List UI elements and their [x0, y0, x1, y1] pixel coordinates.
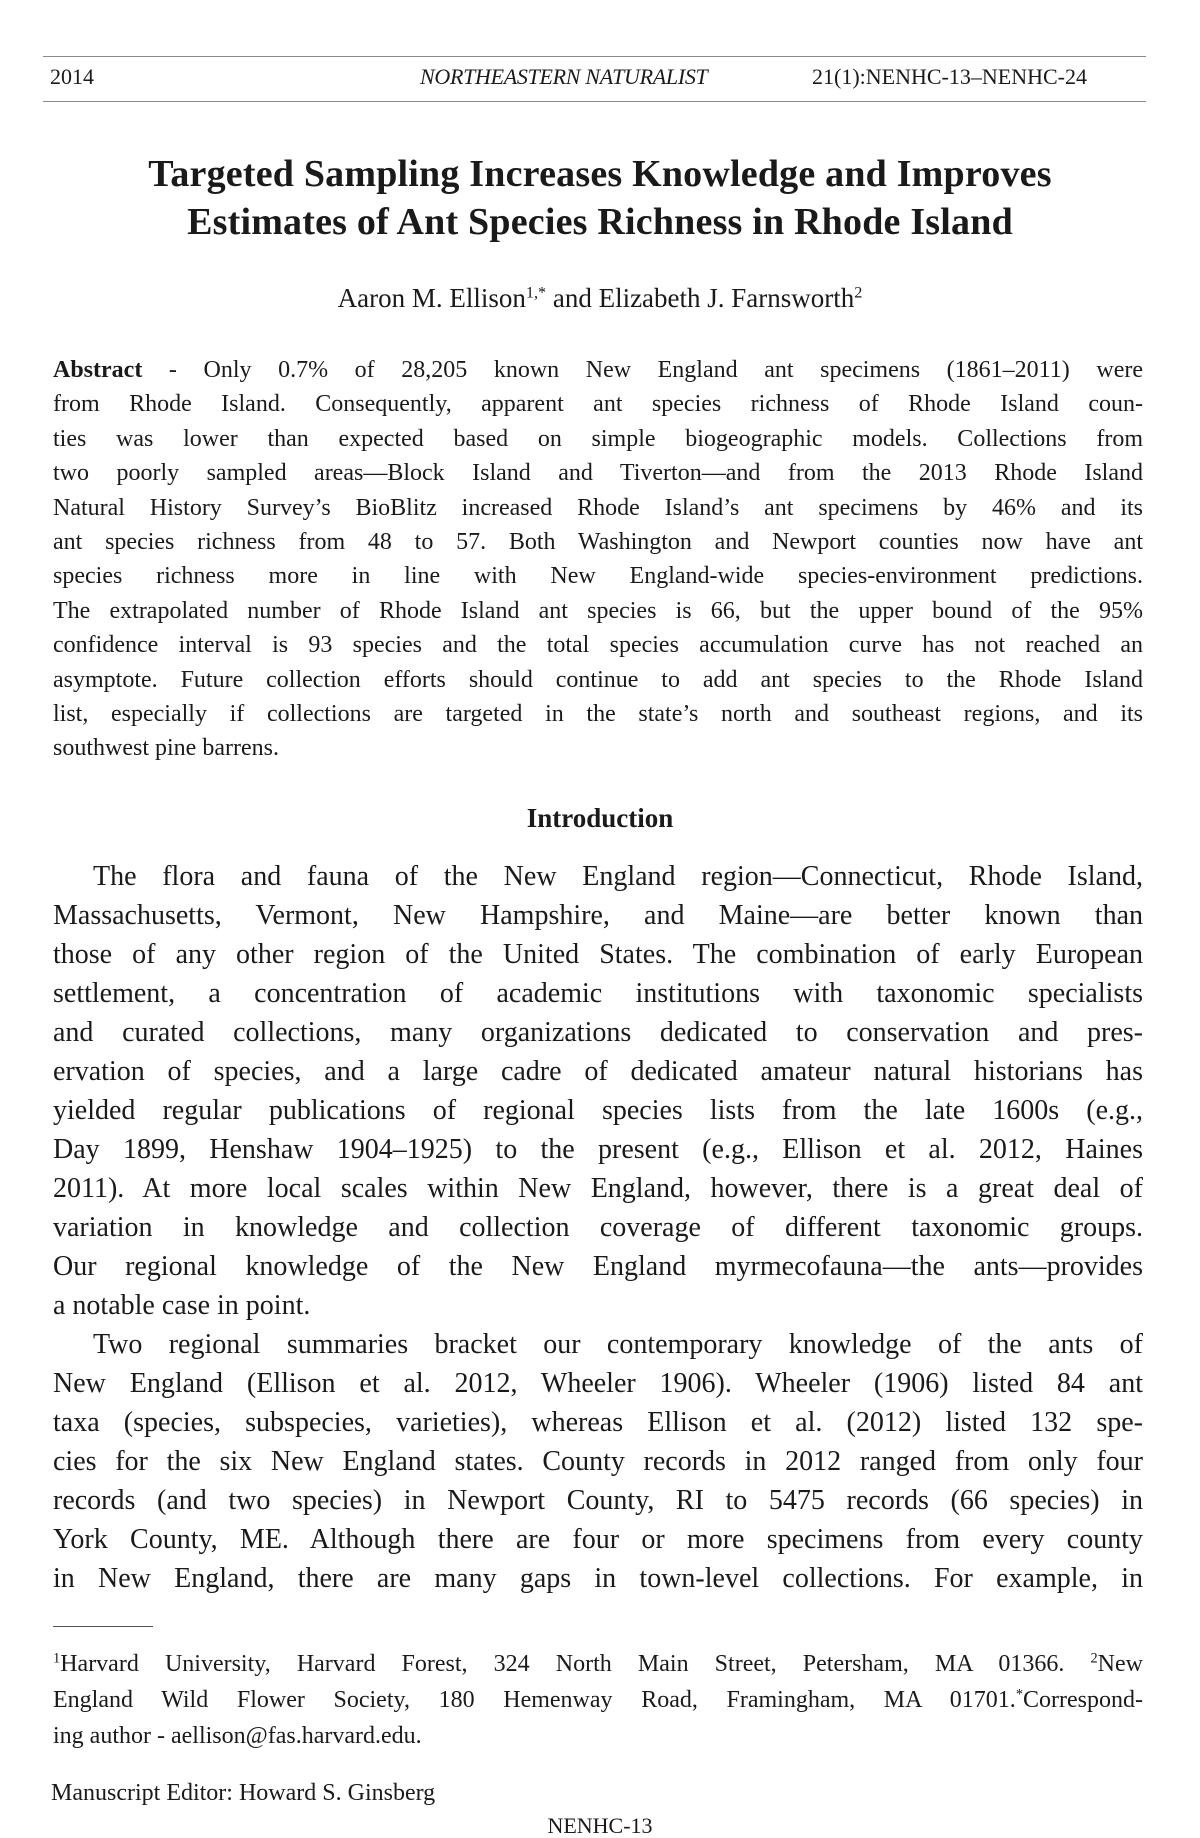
abstract-line: southwest pine barrens.	[53, 735, 279, 762]
footnote-1-mark: 1	[53, 1650, 61, 1667]
footnote-2-text: England Wild Flower Society, 180 Hemenway Road, Framingham, MA 01701.	[53, 1687, 1016, 1713]
paragraph-line: Day 1899, Henshaw 1904–1925) to the present (e.g., Ellison et al. 2012, Haines	[53, 1134, 1143, 1165]
paragraph-line: settlement, a concentration of academic institutions with taxonomic specialists	[53, 978, 1143, 1009]
header-bottom-rule	[43, 101, 1146, 102]
abstract-line: Abstract - Only 0.7% of 28,205 known New England ant specimens (1861–2011) were	[53, 357, 1143, 383]
manuscript-editor: Manuscript Editor: Howard S. Ginsberg	[51, 1780, 436, 1806]
footnote-line	[53, 1718, 1143, 1754]
abstract-line: Natural History Survey’s BioBlitz increased Rhode Island’s ant specimens by 46% and its	[53, 494, 1143, 521]
corresponding-author-email: ing author - aellison@fas.harvard.edu.	[53, 1723, 422, 1749]
abstract-line: confidence interval is 93 species and the total species accumulation curve has not reached an	[53, 632, 1143, 659]
title-line-1: Targeted Sampling Increases Knowledge and Improves	[148, 153, 1052, 195]
author-1: Aaron M. Ellison	[337, 283, 526, 313]
footnote-1-text: Harvard University, Harvard Forest, 324 North Main Street, Petersham, MA 01366.	[60, 1651, 1091, 1677]
introduction-paragraph-2	[53, 1325, 1143, 1598]
introduction-paragraph-1	[53, 857, 1143, 1325]
abstract-line: The extrapolated number of Rhode Island ant species is 66, but the upper bound of the 95%	[53, 597, 1143, 624]
abstract-line: asymptote. Future collection efforts should continue to add ant species to the Rhode Island	[53, 666, 1143, 693]
paragraph-line: those of any other region of the United States. The combination of early European	[53, 939, 1143, 970]
paragraph-line: and curated collections, many organizations dedicated to conservation and pres-	[53, 1017, 1143, 1048]
article-title	[0, 150, 1200, 246]
author-2-affiliation: 2	[854, 283, 863, 302]
abstract-label: Abstract	[53, 357, 143, 383]
paragraph-line: ervation of species, and a large cadre of dedicated amateur natural historians has	[53, 1056, 1143, 1087]
author-list	[0, 282, 1200, 314]
paragraph-line: Massachusetts, Vermont, New Hampshire, and Maine—are better known than	[53, 900, 1143, 931]
paragraph-line: Two regional summaries bracket our contemporary knowledge of the ants of	[93, 1329, 1143, 1360]
author-1-affiliation: 1,*	[525, 283, 547, 302]
footnotes	[53, 1646, 1143, 1754]
footnote-line: England Wild Flower Society, 180 Hemenway Road, Framingham, MA 01701.*Correspond-	[53, 1686, 1143, 1713]
page-number: NENHC-13	[547, 1813, 653, 1838]
abstract-line: ant species richness from 48 to 57. Both Washington and Newport counties now have ant	[53, 529, 1143, 556]
paragraph-line: The flora and fauna of the New England region—Connecticut, Rhode Island,	[93, 861, 1143, 892]
paragraph-line: New England (Ellison et al. 2012, Wheeler 1906). Wheeler (1906) listed 84 ant	[53, 1368, 1143, 1399]
paragraph-line: yielded regular publications of regional species lists from the late 1600s (e.g.,	[53, 1095, 1143, 1126]
paragraph-line: a notable case in point.	[53, 1290, 311, 1321]
corresponding-author-mark: *	[1015, 1686, 1024, 1703]
header-citation: 21(1):NENHC-13–NENHC-24	[812, 64, 1087, 89]
abstract-line: ties was lower than expected based on simple biogeographic models. Collections from	[53, 425, 1143, 452]
header-journal-name: NORTHEASTERN NATURALIST	[420, 64, 708, 89]
paragraph-line: York County, ME. Although there are four or more specimens from every county	[53, 1524, 1143, 1555]
paragraph-line: taxa (species, subspecies, varieties), whereas Ellison et al. (2012) listed 132 spe-	[53, 1407, 1143, 1438]
paragraph-line: cies for the six New England states. County records in 2012 ranged from only four	[53, 1446, 1143, 1477]
abstract-line: two poorly sampled areas—Block Island and Tiverton—and from the 2013 Rhode Island	[53, 460, 1143, 487]
paragraph-line: records (and two species) in Newport County, RI to 5475 records (66 species) in	[53, 1485, 1143, 1516]
abstract	[53, 353, 1143, 766]
author-joiner: and	[546, 283, 599, 313]
paragraph-line: in New England, there are many gaps in town-level collections. For example, in	[53, 1563, 1143, 1594]
header-year: 2014	[50, 64, 94, 89]
paragraph-line: Our regional knowledge of the New England myrmecofauna—the ants—provides	[53, 1251, 1143, 1282]
abstract-line: list, especially if collections are targeted in the state’s north and southeast regions, and its	[53, 701, 1143, 728]
title-line-2: Estimates of Ant Species Richness in Rhode Island	[187, 201, 1013, 243]
paragraph-line: 2011). At more local scales within New England, however, there is a great deal of	[53, 1173, 1143, 1204]
footnote-2-mark: 2	[1090, 1650, 1098, 1667]
footnote-rule	[53, 1626, 153, 1627]
header-top-rule	[43, 56, 1146, 57]
abstract-line: from Rhode Island. Consequently, apparent ant species richness of Rhode Island coun-	[53, 391, 1143, 418]
section-heading-introduction: Introduction	[526, 803, 674, 833]
paragraph-line: variation in knowledge and collection coverage of different taxonomic groups.	[53, 1212, 1143, 1243]
footnote-line: $^1$Harvard University, Harvard Forest, 324 North Main Street, Petersham, MA 01366. $^2$New	[53, 1650, 1143, 1677]
abstract-line: species richness more in line with New England-wide species-environment predictions.	[53, 563, 1143, 590]
author-2: Elizabeth J. Farnsworth	[598, 283, 855, 313]
